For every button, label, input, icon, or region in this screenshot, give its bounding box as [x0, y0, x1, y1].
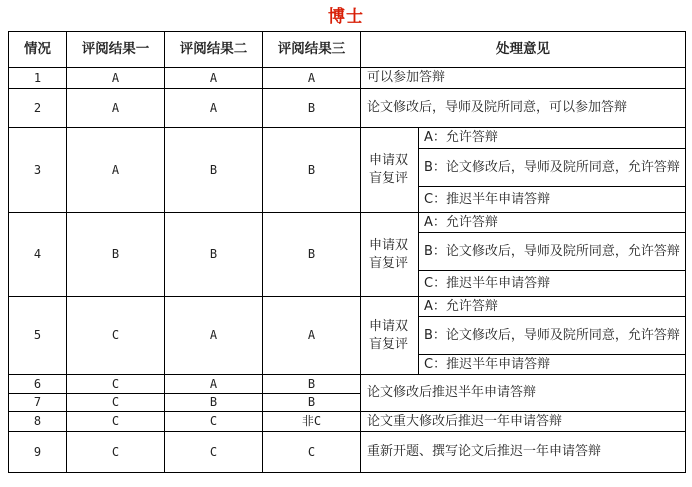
- cell-option-a: A：允许答辩: [419, 297, 686, 317]
- cell-result-1: A: [67, 68, 165, 89]
- cell-case: 4: [9, 213, 67, 297]
- cell-result-3: B: [263, 128, 361, 213]
- cell-result-3: B: [263, 89, 361, 128]
- cell-case: 6: [9, 375, 67, 394]
- cell-result-3: A: [263, 297, 361, 375]
- cell-apply-blind-review: 申请双盲复评: [361, 297, 419, 375]
- cell-result-3: B: [263, 394, 361, 412]
- cell-apply-blind-review: 申请双盲复评: [361, 128, 419, 213]
- table-row: [9, 412, 686, 432]
- cell-option-b: B：论文修改后，导师及院所同意，允许答辩: [419, 149, 686, 187]
- table-row: [9, 89, 686, 128]
- cell-result-1: C: [67, 394, 165, 412]
- page-title: 博士: [328, 7, 364, 27]
- cell-result-2: C: [165, 432, 263, 473]
- cell-case: 8: [9, 412, 67, 432]
- cell-case: 3: [9, 128, 67, 213]
- cell-result-3: B: [263, 213, 361, 297]
- cell-result-1: C: [67, 412, 165, 432]
- cell-result-1: A: [67, 128, 165, 213]
- cell-result-2: A: [165, 375, 263, 394]
- table-row: [9, 432, 686, 473]
- cell-option-c: C：推迟半年申请答辩: [419, 355, 686, 375]
- header-opinion: 处理意见: [361, 32, 686, 68]
- cell-opinion: 论文修改后，导师及院所同意，可以参加答辩: [361, 89, 686, 128]
- cell-result-1: A: [67, 89, 165, 128]
- cell-option-c: C：推迟半年申请答辩: [419, 187, 686, 213]
- cell-result-2: B: [165, 128, 263, 213]
- cell-result-1: C: [67, 375, 165, 394]
- cell-result-3: C: [263, 432, 361, 473]
- cell-result-3: A: [263, 68, 361, 89]
- cell-result-2: B: [165, 394, 263, 412]
- cell-opinion: 论文重大修改后推迟一年申请答辩: [361, 412, 686, 432]
- cell-result-2: A: [165, 68, 263, 89]
- cell-option-a: A：允许答辩: [419, 213, 686, 233]
- cell-result-2: C: [165, 412, 263, 432]
- table-row: [9, 213, 686, 233]
- cell-result-2: A: [165, 89, 263, 128]
- cell-case: 2: [9, 89, 67, 128]
- cell-option-a: A：允许答辩: [419, 128, 686, 149]
- cell-option-b: B：论文修改后，导师及院所同意，允许答辩: [419, 233, 686, 271]
- review-results-table: [8, 31, 686, 473]
- cell-opinion: 论文修改后推迟半年申请答辩: [361, 375, 686, 412]
- cell-opinion: 重新开题、撰写论文后推迟一年申请答辩: [361, 432, 686, 473]
- header-row: [9, 32, 686, 68]
- cell-case: 5: [9, 297, 67, 375]
- header-result-1: 评阅结果一: [67, 32, 165, 68]
- cell-result-2: A: [165, 297, 263, 375]
- cell-apply-blind-review: 申请双盲复评: [361, 213, 419, 297]
- cell-case: 7: [9, 394, 67, 412]
- cell-result-1: C: [67, 432, 165, 473]
- cell-result-1: C: [67, 297, 165, 375]
- cell-result-3: 非C: [263, 412, 361, 432]
- cell-result-1: B: [67, 213, 165, 297]
- cell-opinion: 可以参加答辩: [361, 68, 686, 89]
- table-row: [9, 375, 686, 394]
- cell-case: 9: [9, 432, 67, 473]
- header-result-3: 评阅结果三: [263, 32, 361, 68]
- cell-option-c: C：推迟半年申请答辩: [419, 271, 686, 297]
- cell-result-2: B: [165, 213, 263, 297]
- table-row: [9, 128, 686, 149]
- table-row: [9, 68, 686, 89]
- table-row: [9, 297, 686, 317]
- cell-result-3: B: [263, 375, 361, 394]
- header-result-2: 评阅结果二: [165, 32, 263, 68]
- header-case: 情况: [9, 32, 67, 68]
- cell-option-b: B：论文修改后，导师及院所同意，允许答辩: [419, 317, 686, 355]
- cell-case: 1: [9, 68, 67, 89]
